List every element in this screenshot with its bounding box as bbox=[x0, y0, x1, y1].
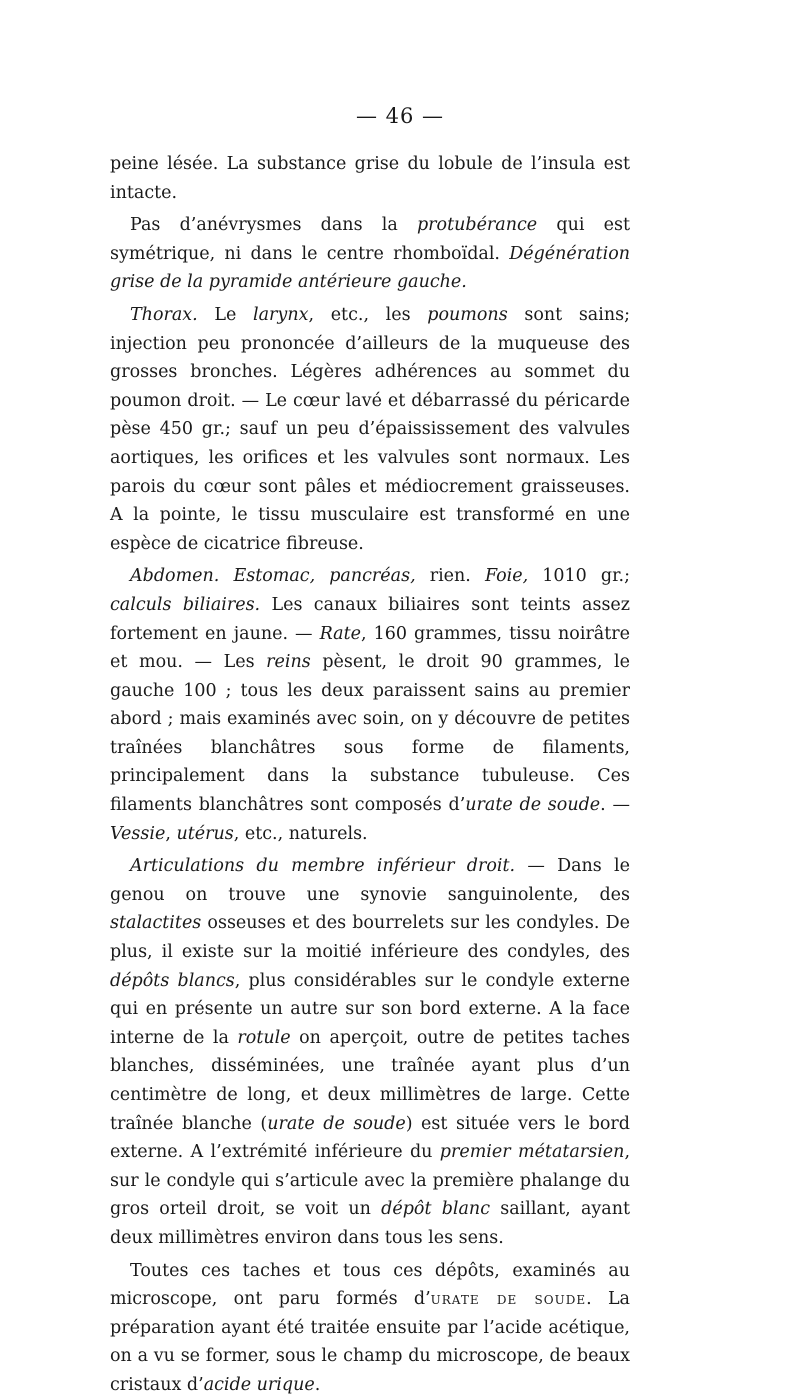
text-run: , bbox=[165, 823, 177, 844]
text-run: 1010 gr.; bbox=[528, 566, 630, 587]
page-number: — 46 — bbox=[355, 104, 445, 128]
text-run: Vessie bbox=[110, 823, 166, 844]
text-run: saillant, ayant deux millimètres environ dans tous les sens. bbox=[110, 1199, 631, 1248]
text-run: , 160 grammes, tissu noirâtre et mou. — Les bbox=[110, 623, 630, 673]
text-run: rien. bbox=[415, 566, 485, 587]
text-run: sont sains; injection peu prononcée d’ailleurs de la muqueuse des grosses bronches. Légères adhérences au sommet du poumon droit. — Le cœur lavé et débarrassé du péricarde pèse 450 gr.; sauf un peu d’épaississement des valvules aortiques, les orifices et les valvules sont normaux. Les parois du cœur sont pâles et médiocrement graisseuses. A la pointe, le tissu musculaire est transformé en une espèce de cicatrice fibreuse. bbox=[110, 304, 630, 554]
text-run: utérus bbox=[176, 823, 234, 844]
text-run: Toutes ces taches et tous ces dépôts, examinés au microscope, ont paru formés d’ bbox=[110, 1260, 630, 1310]
text-run: Le bbox=[197, 304, 254, 325]
paragraph-p4 bbox=[110, 562, 630, 848]
paragraph-p6 bbox=[110, 1257, 630, 1400]
text-run: Dégénération grise de la pyramide antérieure gauche. bbox=[110, 243, 630, 293]
text-run: Foie, bbox=[484, 566, 529, 587]
text-run: . bbox=[314, 1374, 321, 1395]
text-run: , sur le condyle qui s’articule avec la première phalange du gros orteil droit, se voit un bbox=[110, 1142, 631, 1220]
text-run: Pas d’anévrysmes dans la bbox=[130, 215, 417, 236]
text-run: Abdomen. Estomac, pancréas, bbox=[130, 566, 416, 587]
text-run: qui est symétrique, ni dans le centre rhomboïdal. bbox=[110, 215, 630, 264]
text-run: Les canaux biliaires sont teints assez fortement en jaune. — bbox=[110, 594, 630, 644]
text-run: acide urique bbox=[203, 1374, 315, 1395]
text-run: dépôt blanc bbox=[381, 1199, 490, 1220]
text-run: Thorax. bbox=[130, 304, 198, 325]
text-run: stalactites bbox=[110, 913, 202, 934]
text-run: Rate bbox=[319, 623, 361, 644]
text-run: calculs biliaires. bbox=[110, 594, 261, 615]
paragraph-p3 bbox=[110, 301, 630, 558]
text-run: rotule bbox=[237, 1027, 291, 1048]
text-run: , plus considérables sur le condyle externe qui en présente un autre sur son bord externe. A la face interne de la bbox=[110, 970, 630, 1048]
text-run: peine lésée. La substance grise du lobule de l’insula est intacte. bbox=[110, 154, 630, 203]
text-run: urate de soude bbox=[267, 1113, 406, 1134]
body-text bbox=[110, 150, 630, 1400]
text-run: urate de soude bbox=[430, 1289, 587, 1310]
paragraph-p2 bbox=[110, 211, 630, 297]
text-run: . — bbox=[600, 795, 630, 816]
text-run: premier métatarsien bbox=[439, 1142, 625, 1163]
text-run: poumons bbox=[427, 304, 508, 325]
paragraph-p1 bbox=[110, 150, 630, 207]
text-run: larynx bbox=[253, 304, 309, 325]
text-run: on aperçoit, outre de petites taches blanches, disséminées, une traînée ayant plus d’un centimètre de long, et deux millimètres de large. Cette traînée blanche ( bbox=[110, 1027, 630, 1134]
text-run: dépôts blancs bbox=[110, 970, 235, 991]
text-run: ) est située vers le bord externe. A l’extrémité inférieure du bbox=[110, 1113, 631, 1163]
paragraph-p5 bbox=[110, 852, 630, 1252]
text-run: . La préparation ayant été traitée ensuite par l’acide acétique, on a vu se former, sous le champ du microscope, de beaux cristaux d’ bbox=[110, 1289, 630, 1395]
text-run: Articulations du membre inférieur droit. bbox=[130, 856, 516, 877]
text-run: urate de soude bbox=[465, 795, 601, 816]
text-run: , etc., naturels. bbox=[233, 823, 368, 844]
text-run: protubérance bbox=[416, 215, 538, 236]
text-run: — Dans le genou on trouve une synovie sanguinolente, des bbox=[110, 856, 630, 905]
text-run: , etc., les bbox=[308, 304, 428, 325]
text-run: pèsent, le droit 90 grammes, le gauche 100 ; tous les deux paraissent sains au premier abord ; mais examinés avec soin, on y découvre de petites traînées blanchâtres sous forme de filaments, principalement dans la substance tubuleuse. Ces filaments blanchâtres sont composés d’ bbox=[110, 652, 631, 816]
text-run: osseuses et des bourrelets sur les condyles. De plus, il existe sur la moitié inférieure des condyles, des bbox=[110, 913, 630, 963]
text-run: reins bbox=[266, 652, 311, 673]
